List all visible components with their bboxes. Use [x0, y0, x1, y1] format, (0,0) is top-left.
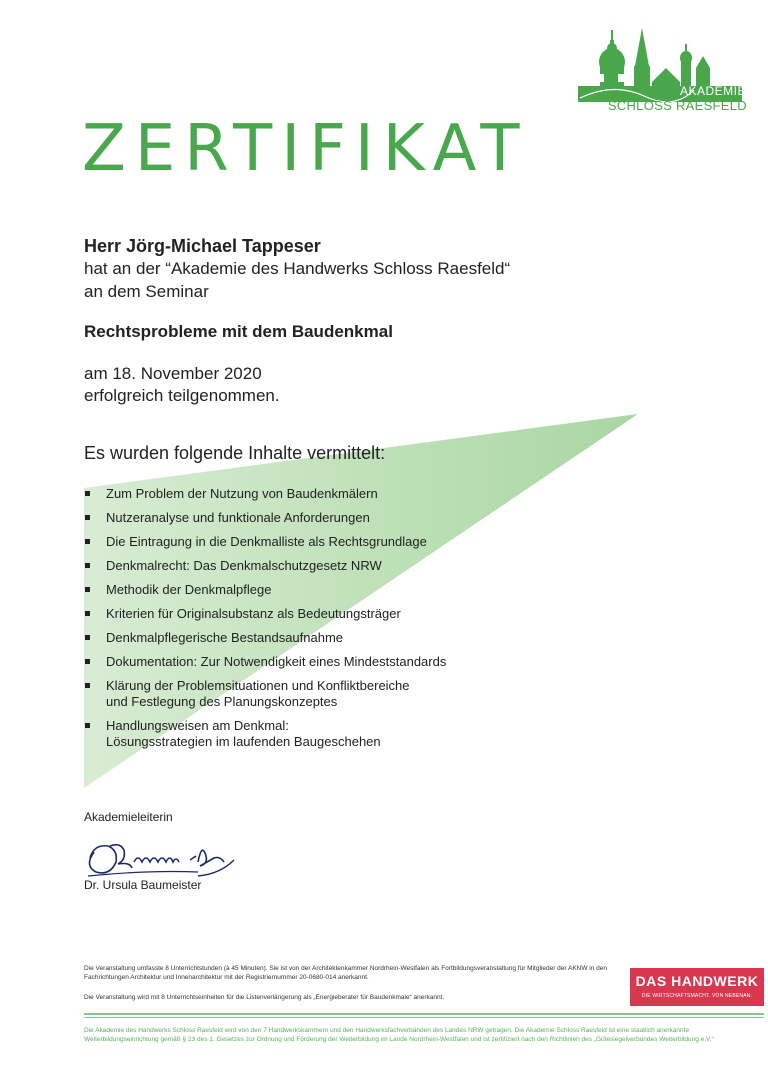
list-item — [84, 678, 644, 710]
energy-advisor-note: Die Veranstaltung wird mit 8 Unterrichtseinheiten für die Listenverlängerung als „Energieberater für Baudenkmale“ anerkannt. — [84, 994, 445, 1001]
list-item-text: Methodik der Denkmalpflege — [106, 582, 272, 597]
bullet-icon — [85, 563, 90, 568]
signature-label: Akademieleiterin — [84, 810, 173, 824]
bullet-icon — [85, 635, 90, 640]
accreditation-note: Die Veranstaltung umfasste 8 Unterrichtstunden (à 45 Minuten). Sie ist von der Architektenkammer Nordrhein-Westfalen als Fortbildungsveranstaltung für Mitglieder der AKNW in den Fachrichtungen Architektur und Innenarchitektur mit der Registriernummer 20-0680-014 anerkannt. — [84, 965, 608, 981]
list-item — [84, 486, 644, 502]
list-item — [84, 718, 644, 750]
seminar-date: am 18. November 2020 — [84, 364, 262, 383]
list-item — [84, 510, 644, 526]
list-item-text: Denkmalrecht: Das Denkmalschutzgesetz NRW — [106, 558, 382, 573]
list-item-text: Lösungsstrategien im laufenden Baugeschehen — [106, 734, 381, 749]
list-item — [84, 606, 644, 622]
recipient-name: Herr Jörg-Michael Tappeser — [84, 236, 321, 256]
list-item — [84, 630, 644, 646]
bullet-icon — [85, 659, 90, 664]
list-item-text: Denkmalpflegerische Bestandsaufnahme — [106, 630, 344, 645]
contents-heading: Es wurden folgende Inhalte vermittelt: — [84, 443, 386, 463]
bullet-icon — [85, 515, 90, 520]
list-item — [84, 534, 644, 550]
bullet-icon — [85, 491, 90, 496]
signature-icon — [80, 832, 260, 880]
list-item-text: Klärung der Problemsituationen und Konfliktbereiche — [106, 678, 410, 693]
footer-text: Die Akademie des Handwerks Schloss Raesfeld wird von den 7 Handwerkskammern und den Handwerksfachverbänden des Landes NRW getragen. Die Akademie Schloss Raesfeld ist eine staatlich anerkannte Weiterbildungseinrichtung gemäß § 23 des 1. Gesetzes zur Ordnung und Förderung der Weiterbildung im Lande Nordrhein-Westfalen und ist zertifiziert nach den Richtlinien des „Gütesiegelverbundes Weiterbildung e.V.“ — [84, 1027, 714, 1043]
bullet-icon — [85, 539, 90, 544]
list-item — [84, 558, 644, 574]
completion-statement: erfolgreich teilgenommen. — [84, 386, 280, 405]
page-title: ZERTIFIKAT — [82, 112, 529, 186]
list-item-text: Die Eintragung in die Denkmalliste als Rechtsgrundlage — [106, 534, 427, 549]
bullet-icon — [85, 683, 90, 688]
intro-line-2: an dem Seminar — [84, 282, 209, 301]
footer-divider — [84, 1013, 764, 1015]
intro-line-1: hat an der “Akademie des Handwerks Schloss Raesfeld“ — [84, 259, 511, 278]
seminar-title: Rechtsprobleme mit dem Baudenkmal — [84, 322, 393, 341]
list-item — [84, 582, 644, 598]
logo-line-2: SCHLOSS RAESFELD — [607, 98, 747, 113]
bullet-icon — [85, 587, 90, 592]
badge-title: DAS HANDWERK — [635, 973, 759, 989]
list-item-text: Handlungsweisen am Denkmal: — [106, 718, 289, 733]
list-item-text: und Festlegung des Planungskonzeptes — [106, 694, 338, 709]
contents-list — [84, 486, 644, 758]
signatory-name: Dr. Ursula Baumeister — [84, 878, 202, 892]
logo-line-1: AKADEMIE — [680, 84, 747, 98]
list-item-text: Zum Problem der Nutzung von Baudenkmälern — [106, 486, 378, 501]
bullet-icon — [85, 611, 90, 616]
badge-subtitle: DIE WIRTSCHAFTSMACHT. VON NEBENAN. — [641, 993, 753, 999]
list-item-text: Dokumentation: Zur Notwendigkeit eines Mindeststandards — [106, 654, 447, 669]
bullet-icon — [85, 723, 90, 728]
list-item-text: Nutzeranalyse und funktionale Anforderungen — [106, 510, 370, 525]
list-item-text: Kriterien für Originalsubstanz als Bedeutungsträger — [106, 606, 401, 621]
footer-divider — [84, 1017, 764, 1018]
list-item — [84, 654, 644, 670]
das-handwerk-badge — [630, 968, 764, 1006]
